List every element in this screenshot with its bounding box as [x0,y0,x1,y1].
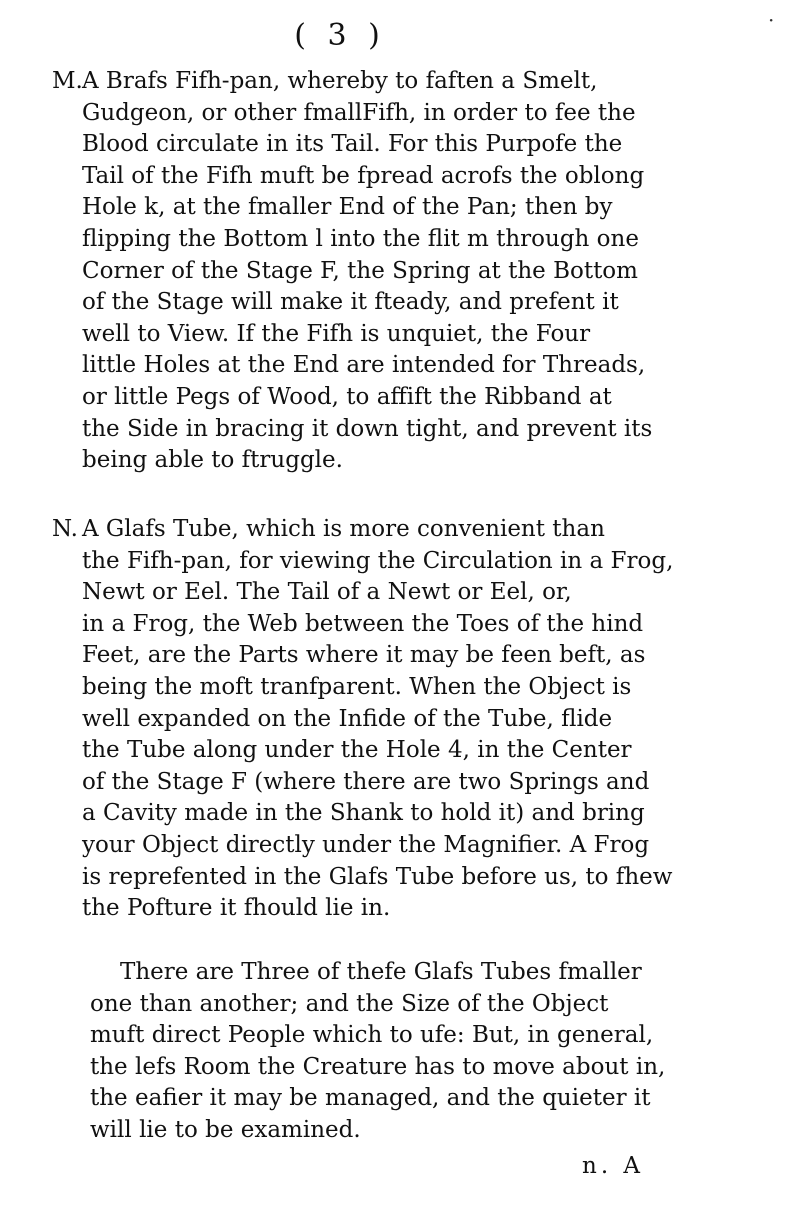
entry-line: your Object directly under the Magnifier. A Frog [82,831,650,858]
entry-line [52,66,642,98]
entry-line: the Tube along under the Hole 4, in the Center [82,737,632,764]
entry-line: in a Frog, the Web between the Toes of the hind [82,610,644,637]
entry-text: A Brafs Fifh-pan, whereby to faften a Smelt, [82,68,598,94]
entry-line: Newt or Eel. The Tail of a Newt or Eel, or, [82,579,572,606]
entry-line [52,514,642,546]
entry-line: Hole k, at the fmaller End of the Pan; then by [82,194,613,221]
entry-line: or little Pegs of Wood, to affift the Ribband at [82,383,612,410]
entry-line: Corner of the Stage F, the Spring at the Bottom [82,257,638,284]
paragraph-line: one than another; and the Size of the Object [90,990,609,1017]
entry-line: Blood circulate in its Tail. For this Purpofe the [82,131,623,158]
entry-line: the Side in bracing it down tight, and prevent its [82,415,653,442]
entry-line: the Fifh-pan, for viewing the Circulation in a Frog, [82,547,674,574]
entry-m [52,66,653,477]
entry-line: well expanded on the Infide of the Tube, flide [82,705,613,732]
entry-line: the Pofture it fhould lie in. [82,895,391,922]
entry-line: of the Stage will make it fteady, and prefent it [82,289,619,316]
paragraph-line: will lie to be examined. [90,1116,361,1143]
entry-text: A Glafs Tube, which is more convenient than [82,516,605,542]
paragraph-line: the eafier it may be managed, and the quieter it [90,1085,651,1112]
catchword: n. A [582,1153,645,1179]
entry-line: being able to ftruggle. [82,447,343,474]
entry-line: a Cavity made in the Shank to hold it) and bring [82,800,645,827]
entry-line: flipping the Bottom l into the flit m through one [82,225,639,252]
entry-line: of the Stage F (where there are two Springs and [82,768,650,795]
entry-line: Gudgeon, or other fmallFifh, in order to fee the [82,99,636,126]
entry-letter: M. [52,68,83,94]
entry-letter: N. [52,516,78,542]
closing-paragraph [90,957,666,1147]
paragraph-line: muft direct People which to ufe: But, in general, [90,1022,654,1049]
entry-line: is reprefented in the Glafs Tube before us, to fhew [82,863,673,890]
paragraph-line: the lefs Room the Creature has to move about in, [90,1053,666,1080]
entry-line: little Holes at the End are intended for Threads, [82,352,646,379]
page-number: ( 3 ) [294,18,386,53]
entry-line: Tail of the Fifh muft be fpread acrofs the oblong [82,162,645,189]
margin-mark: · [768,8,775,32]
entry-line: Feet, are the Parts where it may be feen beft, as [82,642,646,669]
paragraph-line: There are Three of thefe Glafs Tubes fmaller [120,959,642,985]
entry-line: well to View. If the Fifh is unquiet, the Four [82,320,591,347]
entry-line: being the moft tranfparent. When the Object is [82,673,632,700]
entry-n [52,514,674,925]
